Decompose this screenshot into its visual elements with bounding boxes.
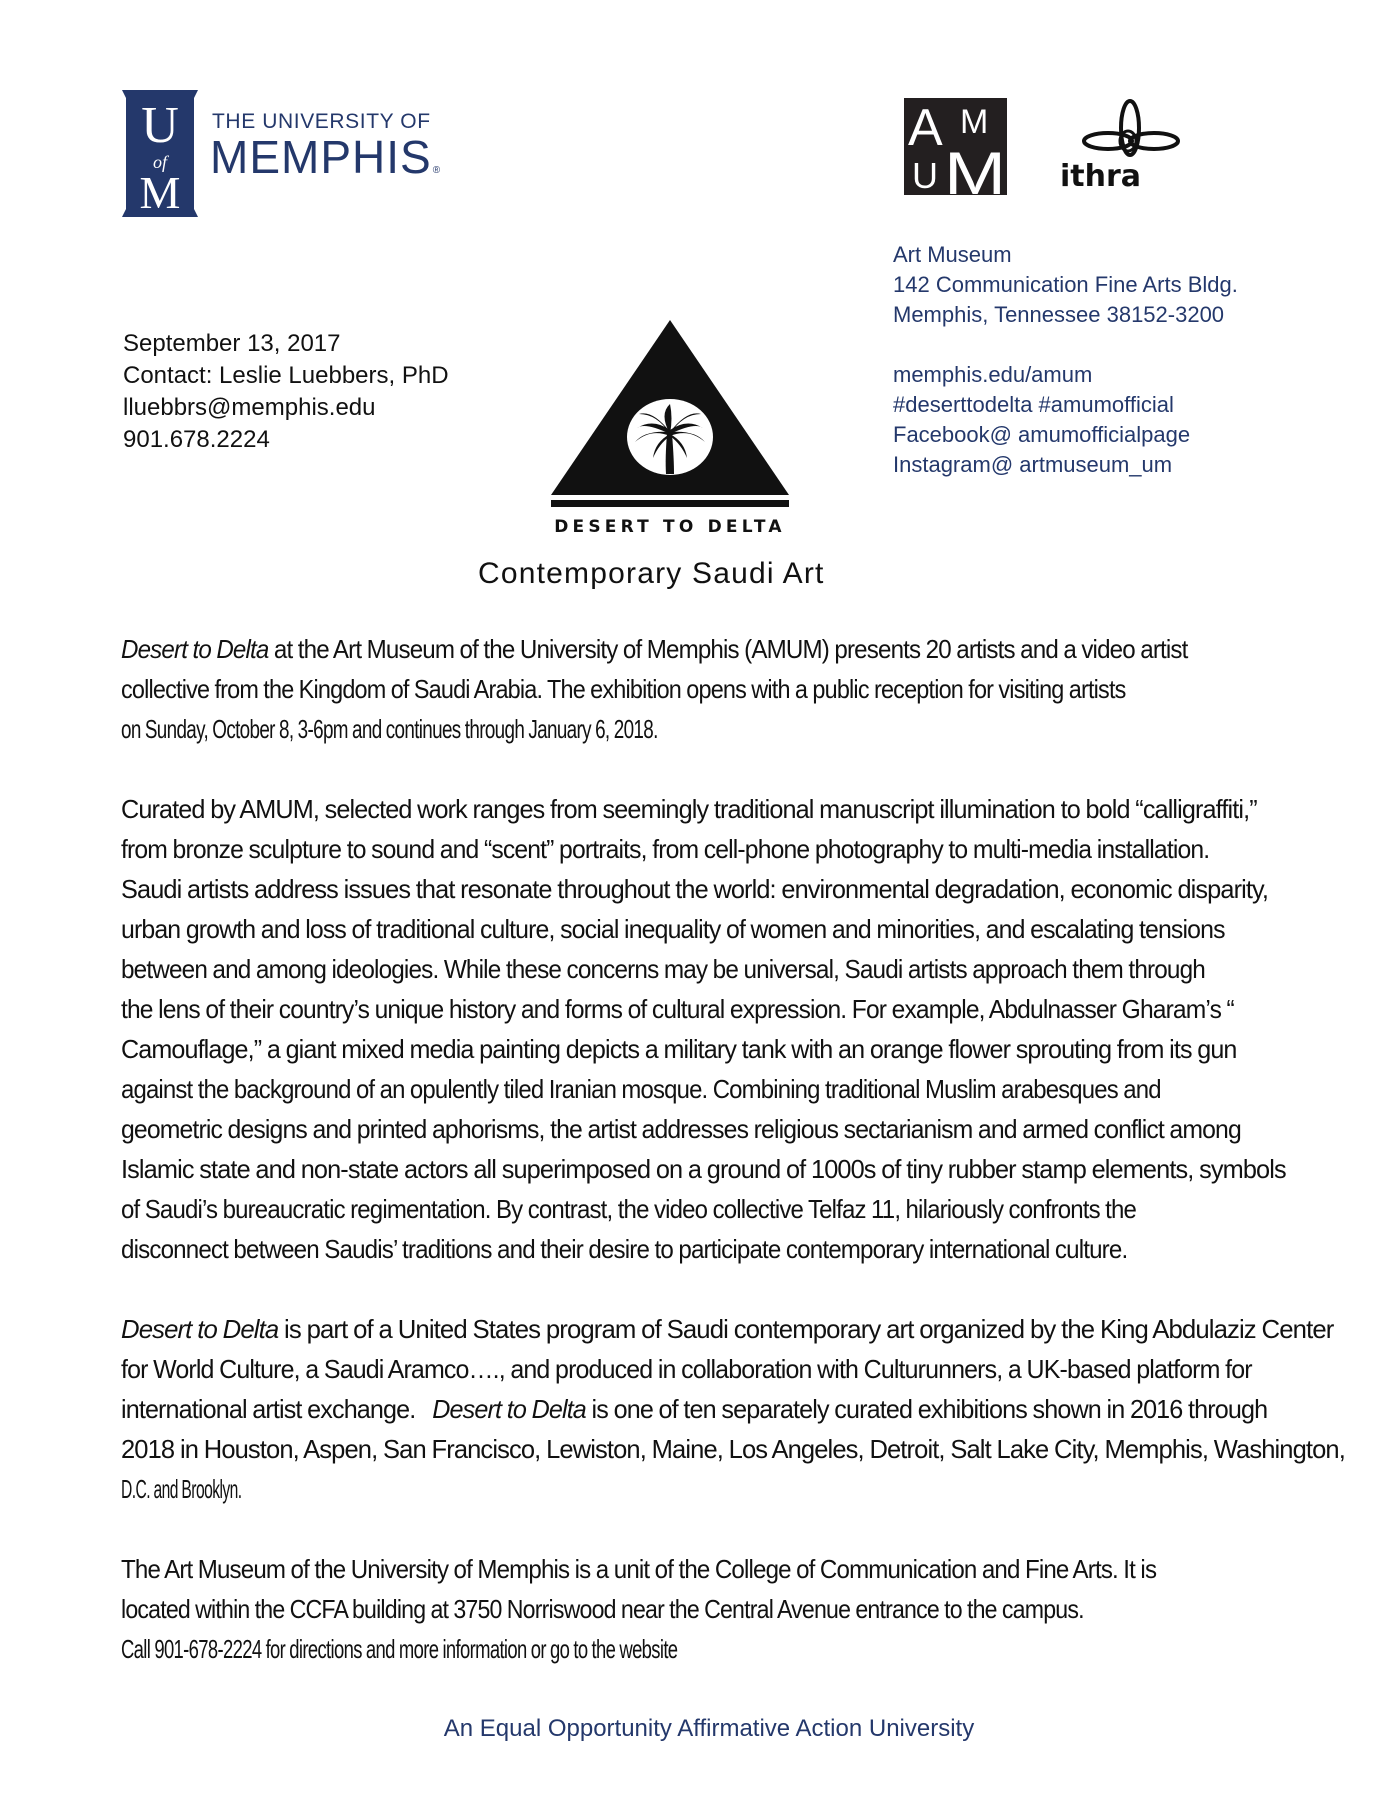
- svg-text:ithra: ithra: [1060, 159, 1142, 194]
- svg-text:M: M: [944, 140, 1006, 195]
- desert-to-delta-logo: [549, 318, 791, 536]
- press-release-body: [121, 629, 1361, 1709]
- exhibition-subtitle: Contemporary Saudi Art: [478, 557, 825, 590]
- address-line-name: Art Museum: [893, 242, 1012, 267]
- university-of-memphis-shield-logo: [122, 90, 198, 217]
- contact-phone: 901.678.2224: [123, 426, 270, 453]
- hashtags: #deserttodelta #amumofficial: [893, 392, 1174, 417]
- exhibition-title-italic: Desert to Delta: [121, 634, 269, 664]
- equal-opportunity-footer: An Equal Opportunity Affirmative Action University: [443, 1715, 975, 1742]
- contact-email[interactable]: lluebbrs@memphis.edu: [123, 394, 376, 421]
- paragraph-program: Desert to Delta is part of a United States program of Saudi contemporary art organized by the King Abdulaziz Center for World Culture, a Saudi Aramco…., and produced in collaboration with Culturunners, a UK-based platform for international artist exchange. Desert to Delta is one of ten separately curated exhibitions shown in 2016 through 2018 in Houston, Aspen, San Francisco, Lewiston, Maine, Los Angeles, Detroit, Salt Lake City, Memphis, Washington, D.C. and Brooklyn.: [121, 1314, 1345, 1504]
- svg-text:of: of: [152, 152, 168, 172]
- paragraph-intro: Desert to Delta at the Art Museum of the University of Memphis (AMUM) presents 20 artists and a video artist collective from the Kingdom of Saudi Arabia. The exhibition opens with a public reception for visiting artists on Sunday, October 8, 3-6pm and continues through January 6, 2018.: [121, 634, 1188, 744]
- paragraph-curation: Curated by AMUM, selected work ranges from seemingly traditional manuscript illumination to bold “calligraffiti,” from bronze sculpture to sound and “scent” portraits, from cell-phone photography to multi-media installation. Saudi artists address issues that resonate throughout the world: environmental degradation, economic disparity, urban growth and loss of traditional culture, social inequality of women and minorities, and escalating tensions between and among ideologies. While these concerns may be universal, Saudi artists approach them through the lens of their country’s unique history and forms of cultural expression. For example, Abdulnasser Gharam’s “ Camouflage,” a giant mixed media painting depicts a military tank with an orange flower sprouting from its gun against the background of an opulently tiled Iranian mosque. Combining traditional Muslim arabesques and geometric designs and printed aphorisms, the artist addresses religious sectarianism and armed conflict among Islamic state and non-state actors all superimposed on a ground of 1000s of tiny rubber stamp elements, symbols of Saudi’s bureaucratic regimentation. By contrast, the video collective Telfaz 11, hilariously confronts the disconnect between Saudis’ traditions and their desire to participate contemporary international culture.: [121, 794, 1286, 1264]
- svg-text:M: M: [960, 103, 989, 141]
- press-contact-block: [123, 328, 449, 456]
- svg-text:M: M: [139, 167, 181, 217]
- ithra-logo: [1050, 98, 1190, 196]
- facebook-handle: Facebook@ amumofficialpage: [893, 422, 1191, 447]
- website-link[interactable]: memphis.edu/amum: [893, 362, 1093, 387]
- instagram-handle: Instagram@ artmuseum_um: [893, 452, 1173, 477]
- amum-logo: [904, 98, 1007, 195]
- shield-u: U: [141, 97, 179, 154]
- university-name-line1: THE UNIVERSITY OF: [212, 110, 431, 133]
- address-line-city: Memphis, Tennessee 38152-3200: [893, 302, 1225, 327]
- svg-text:U: U: [912, 155, 938, 195]
- address-line-building: 142 Communication Fine Arts Bldg.: [893, 272, 1238, 297]
- release-date: September 13, 2017: [123, 330, 341, 357]
- svg-text:A: A: [908, 99, 943, 157]
- museum-address-block: [893, 240, 1238, 480]
- paragraph-location: The Art Museum of the University of Memphis is a unit of the College of Communication and Fine Arts. It is located within the CCFA building at 3750 Norriswood near the Central Avenue entrance to the campus. Call 901-678-2224 for directions and more information or go to the website: [121, 1554, 1157, 1664]
- university-name-memphis: MEMPHIS®: [210, 131, 441, 183]
- contact-name: Contact: Leslie Luebbers, PhD: [123, 362, 449, 389]
- svg-text:DESERT TO DELTA: DESERT TO DELTA: [554, 517, 786, 536]
